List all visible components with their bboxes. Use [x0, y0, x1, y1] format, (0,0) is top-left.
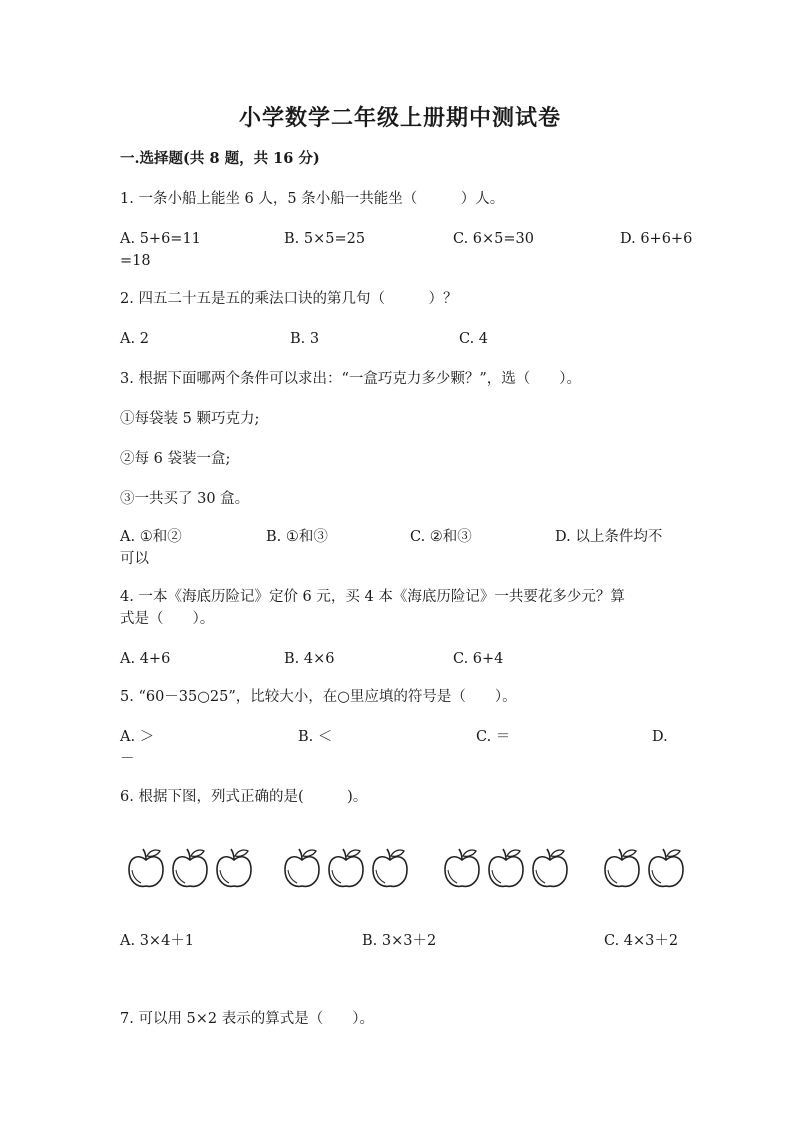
question-5-option-d-wrap: － — [120, 751, 135, 767]
apple-icon — [530, 846, 570, 890]
question-1-option-b: B. 5×5=25 — [284, 231, 366, 247]
question-5-option-a: A. ＞ — [120, 729, 155, 745]
question-5-option-c: C. ＝ — [476, 729, 511, 745]
apple-icon — [326, 846, 366, 890]
question-3-stem: 3. 根据下面哪两个条件可以求出：“一盒巧克力多少颗？”，选（ ）。 — [120, 371, 582, 387]
question-1-option-d-wrap: =18 — [120, 253, 151, 269]
apple-icon — [646, 846, 686, 890]
question-1-option-a: A. 5+6=11 — [120, 231, 201, 247]
question-4-option-b: B. 4×6 — [284, 651, 335, 667]
question-2-stem: 2. 四五二十五是五的乘法口诀的第几句（ ）？ — [120, 291, 458, 307]
question-4-option-a: A. 4+6 — [120, 651, 171, 667]
apple-icon — [370, 846, 410, 890]
question-6-stem: 6. 根据下图，列式正确的是( )。 — [120, 789, 368, 805]
apple-icon — [282, 846, 322, 890]
question-3-condition-2: ②每 6 袋装一盒; — [120, 451, 231, 467]
question-6-option-a: A. 3×4＋1 — [120, 933, 195, 949]
question-1-option-d: D. 6+6+6 — [620, 231, 693, 247]
apple-icon — [486, 846, 526, 890]
question-3-option-a: A. ①和② — [120, 529, 182, 545]
section-heading: 一.选择题(共 8 题，共 16 分) — [120, 150, 320, 167]
question-1-stem: 1. 一条小船上能坐 6 人，5 条小船一共能坐（ ）人。 — [120, 191, 505, 207]
apple-icon — [442, 846, 482, 890]
question-4-stem: 4. 一本《海底历险记》定价 6 元，买 4 本《海底历险记》一共要花多少元？算 — [120, 589, 625, 605]
question-4-stem-line2: 式是（ ）。 — [120, 611, 215, 627]
question-6-option-b: B. 3×3＋2 — [362, 933, 437, 949]
question-3-condition-1: ①每袋装 5 颗巧克力; — [120, 411, 260, 427]
question-3-option-d: D. 以上条件均不 — [555, 529, 663, 545]
question-1-option-c: C. 6×5=30 — [453, 231, 534, 247]
question-5-option-d: D. — [652, 729, 668, 745]
question-3-option-c: C. ②和③ — [410, 529, 472, 545]
question-6-apple-figure — [120, 846, 690, 892]
question-3-condition-3: ③一共买了 30 盒。 — [120, 491, 250, 507]
question-4-option-c: C. 6+4 — [453, 651, 504, 667]
apple-icon — [602, 846, 642, 890]
question-6-option-c: C. 4×3＋2 — [604, 933, 679, 949]
page-title: 小学数学二年级上册期中测试卷 — [238, 105, 561, 131]
apple-icon — [170, 846, 210, 890]
question-5-stem: 5. “60－35○25”，比较大小，在○里应填的符号是（ ）。 — [120, 689, 517, 705]
question-7-stem: 7. 可以用 5×2 表示的算式是（ ）。 — [120, 1011, 375, 1027]
question-2-option-a: A. 2 — [120, 331, 149, 347]
question-3-option-b: B. ①和③ — [266, 529, 328, 545]
apple-icon — [214, 846, 254, 890]
question-5-option-b: B. ＜ — [298, 729, 333, 745]
question-2-option-b: B. 3 — [290, 331, 320, 347]
question-3-option-d-wrap: 可以 — [120, 551, 149, 567]
apple-icon — [126, 846, 166, 890]
question-2-option-c: C. 4 — [459, 331, 489, 347]
